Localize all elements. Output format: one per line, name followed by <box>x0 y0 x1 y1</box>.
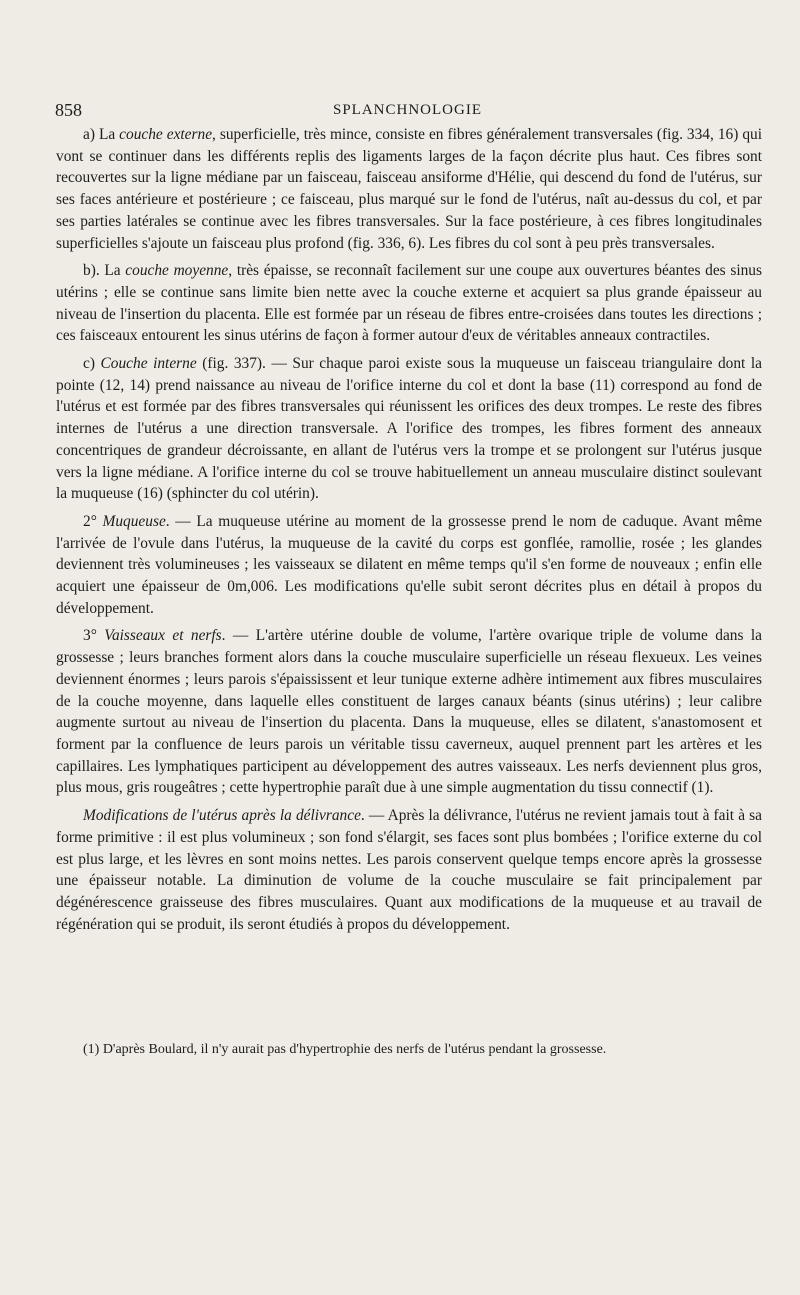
paragraph-term: Modifications de l'utérus après la délivrance <box>83 807 361 825</box>
paragraph-lead: b). La <box>83 262 126 280</box>
paragraph-couche-moyenne <box>56 260 762 347</box>
paragraph-couche-externe <box>56 124 762 254</box>
footnote <box>56 1040 762 1059</box>
paragraph-vaisseaux-nerfs <box>56 625 762 799</box>
paragraph-text: . — La muqueuse utérine au moment de la grossesse prend le nom de caduque. Avant même l'arrivée de l'ovule dans l'utérus, la muqueuse de la cavité du corps est gonflée, ramollie, rosée ; les glandes deviennent très volumineuses ; les vaisseaux se dilatent en même temps qu'il s'en forme de nouveaux ; enfin elle acquiert une épaisseur de 0m,006. Les modifications qu'elle subit seront décrites plus en détail à propos du développement. <box>56 512 762 617</box>
paragraph-modifications <box>56 805 762 935</box>
paragraph-lead: a) La <box>83 126 120 143</box>
paragraph-lead: 3° <box>83 627 105 645</box>
paragraph-muqueuse <box>56 511 762 620</box>
paragraph-term: Couche interne <box>100 355 197 373</box>
footnote-text: (1) D'après Boulard, il n'y aurait pas d'hypertrophie des nerfs de l'utérus pendant la grossesse. <box>83 1042 607 1057</box>
paragraph-term: Vaisseaux et nerfs <box>104 627 222 645</box>
paragraph-lead: 2° <box>83 512 103 530</box>
page-number: 858 <box>55 100 82 120</box>
paragraph-lead: c) <box>83 355 101 373</box>
paragraph-text: , très épaisse, se reconnaît facilement sur une coupe aux ouvertures béantes des sinus utérins ; elle se continue sans limite bien nette avec la couche externe et acquiert sa plus grande épaisseur au niveau de l'insertion du placenta. Elle est formée par un réseau de fibres entre-croisées dans toutes les directions ; ces faisceaux entourent les sinus utérins de façon à former autour d'eux de véritables anneaux contractiles. <box>56 262 762 345</box>
paragraph-text: , superficielle, très mince, consiste en fibres généralement transversales (fig. 334, 16) qui vont se continuer dans les différents replis des ligaments larges de la façon décrite plus haut. Ces fibres sont recouvertes sur la ligne médiane par un faisceau, faisceau ansiforme d'Hélie, qui descend du fond de l'utérus, sur ses faces antérieure et postérieure ; ce faisceau, plus marqué sur le fond de l'utérus, naît au-dessus du col, et par ses parties latérales se continue avec les fibres transversales. Sur la face postérieure, à ces fibres longitudinales superficielles s'ajoute un faisceau plus profond (fig. 336, 6). Les fibres du col sont à peu près transversales. <box>56 126 762 252</box>
body-text <box>56 124 762 941</box>
paragraph-term: couche moyenne <box>125 262 229 280</box>
paragraph-term: Muqueuse <box>102 512 166 530</box>
paragraph-text: (fig. 337). — Sur chaque paroi existe sous la muqueuse un faisceau triangulaire dont la pointe (12, 14) prend naissance au niveau de l'orifice interne du col et dont la base (11) correspond au fond de l'utérus et est formée par des fibres transversales qui réunissent les orifices des deux trompes. Le reste des fibres internes de l'utérus a une direction transversale. A l'orifice des trompes, les fibres forment des anneaux concentriques de grandeur décroissante, en allant de l'utérus vers la trompe et se prolongent sur l'utérus jusque vers la ligne médiane. A l'orifice interne du col se trouve habituellement un anneau musculaire distinct soulevant la muqueuse (16) (sphincter du col utérin). <box>56 355 762 503</box>
running-title: SPLANCHNOLOGIE <box>333 102 482 118</box>
paragraph-couche-interne <box>56 353 762 505</box>
paragraph-text: . — Après la délivrance, l'utérus ne revient jamais tout à fait à sa forme primitive : il est plus volumineux ; son fond s'élargit, ses faces sont plus bombées ; l'orifice externe du col est plus large, et les lèvres en sont moins nettes. Les parois conservent quelque temps encore après la grossesse une épaisseur notable. La diminution de volume de la couche musculaire se fait principalement par dégénérescence graisseuse des fibres musculaires. Quant aux modifications de la muqueuse et au travail de régénération qui se produit, ils seront étudiés à propos du développement. <box>56 807 763 933</box>
page-header <box>55 100 760 122</box>
paragraph-term: couche externe <box>119 126 213 143</box>
paragraph-text: . — L'artère utérine double de volume, l'artère ovarique triple de volume dans la grossesse ; leurs branches forment alors dans la couche musculaire superficielle un réseau flexueux. Les veines deviennent énormes ; leurs parois s'épaississent et leur tunique externe adhère intimement aux fibres musculaires de la couche moyenne, dans laquelle elles constituent de larges canaux béants (sinus utérins) ; leur calibre augmente surtout au niveau de l'insertion du placenta. Dans la muqueuse, elles se dilatent, s'anastomosent et forment par la confluence de leurs parois un véritable tissu caverneux, auquel prennent part les artères et les capillaires. Les lymphatiques participent au développement des autres vaisseaux. Les nerfs deviennent plus gros, plus mous, gris rougeâtres ; cette hypertrophie paraît due à une simple augmentation du tissu connectif (1). <box>56 627 762 797</box>
